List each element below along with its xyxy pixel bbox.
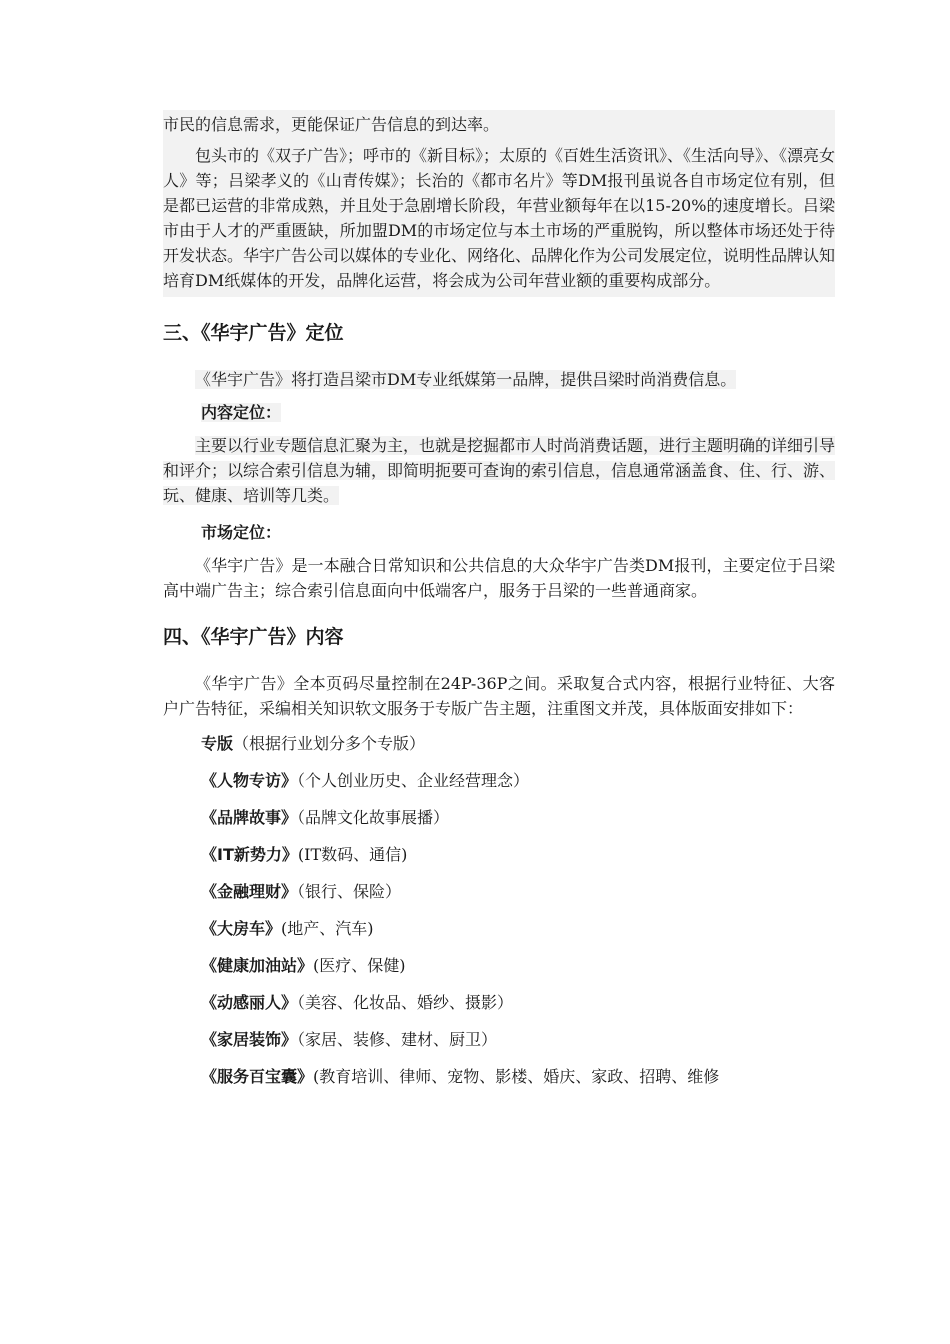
document-page	[163, 110, 835, 1101]
column-name: 《家居装饰》	[201, 1030, 298, 1049]
column-list-item	[163, 990, 835, 1015]
market-positioning-text: 《华宇广告》是一本融合日常知识和公共信息的大众华宇广告类DM报刊，主要定位于吕梁高中端广告主；综合索引信息面向中低端客户，服务于吕梁的一些普通商家。	[163, 556, 835, 600]
section-4-paragraph-1: 《华宇广告》全本页码尽量控制在24P-36P之间。采取复合式内容，根据行业特征、大客户广告特征，采编相关知识软文服务于专版广告主题，注重图文并茂，具体版面安排如下：	[163, 674, 835, 718]
content-positioning-text-span: 主要以行业专题信息汇聚为主，也就是挖掘都市人时尚消费话题，进行主题明确的详细引导和评介；以综合索引信息为辅，即简明扼要可查询的索引信息，信息通常涵盖食、住、行、游、玩、健康、培训等几类。	[163, 436, 836, 505]
column-list-item	[163, 1027, 835, 1052]
column-name: 《动感丽人》	[201, 993, 298, 1012]
column-description: （个人创业历史、企业经营理念）	[297, 771, 530, 790]
content-positioning-text	[163, 433, 835, 508]
section-3-heading: 三、《华宇广告》定位	[163, 322, 344, 344]
content-positioning-label-text: 内容定位：	[201, 403, 282, 422]
column-list-item	[163, 842, 835, 867]
column-name: 《金融理财》	[201, 882, 298, 901]
column-list-item	[163, 768, 835, 793]
column-name: 专版	[201, 734, 234, 753]
column-description: （家居、装修、建材、厨卫）	[297, 1030, 498, 1049]
column-name: 《健康加油站》	[201, 956, 314, 975]
column-description: （根据行业划分多个专版）	[233, 734, 426, 753]
column-description: (教育培训、律师、宠物、影楼、婚庆、家政、招聘、维修	[313, 1067, 720, 1086]
column-list-item	[163, 953, 835, 978]
column-list-item	[163, 879, 835, 904]
section-4-heading: 四、《华宇广告》内容	[163, 626, 344, 648]
column-description: (地产、汽车)	[281, 919, 374, 938]
column-list-item	[163, 916, 835, 941]
column-list-item	[163, 805, 835, 830]
column-description: （品牌文化故事展播）	[297, 808, 450, 827]
market-positioning-label: 市场定位：	[201, 523, 282, 542]
column-description: (IT数码、通信)	[297, 845, 408, 864]
column-name: 《人物专访》	[201, 771, 298, 790]
intro-block	[163, 110, 835, 297]
section-3-paragraph-1	[163, 367, 835, 392]
column-list-item	[163, 1064, 835, 1089]
column-list	[163, 731, 835, 1089]
column-name: 《品牌故事》	[201, 808, 298, 827]
column-list-item	[163, 731, 835, 756]
column-description: (医疗、保健)	[313, 956, 406, 975]
column-name: 《大房车》	[201, 919, 282, 938]
intro-paragraph-1: 市民的信息需求，更能保证广告信息的到达率。	[163, 115, 500, 134]
column-name: 《服务百宝囊》	[201, 1067, 314, 1086]
intro-paragraph-2: 包头市的《双子广告》；呼市的《新目标》；太原的《百姓生活资讯》、《生活向导》、《漂亮女人》等；吕梁孝义的《山青传媒》；长治的《都市名片》等DM报刊虽说各自市场定位有别，但是都已运营的非常成熟，并且处于急剧增长阶段，年营业额每年在以15-20%的速度增长。吕梁市由于人才的严重匮缺，所加盟DM的市场定位与本土市场的严重脱钩，所以整体市场还处于待开发状态。华宇广告公司以媒体的专业化、网络化、品牌化作为公司发展定位，说明性品牌认知培育DM纸媒体的开发，品牌化运营，将会成为公司年营业额的重要构成部分。	[163, 146, 836, 290]
column-description: （美容、化妆品、婚纱、摄影）	[297, 993, 514, 1012]
section-3-paragraph-1-text: 《华宇广告》将打造吕梁市DM专业纸媒第一品牌，提供吕梁时尚消费信息。	[195, 370, 737, 389]
column-name: 《IT新势力》	[201, 845, 298, 864]
content-positioning-label	[163, 400, 835, 425]
column-description: （银行、保险）	[297, 882, 402, 901]
